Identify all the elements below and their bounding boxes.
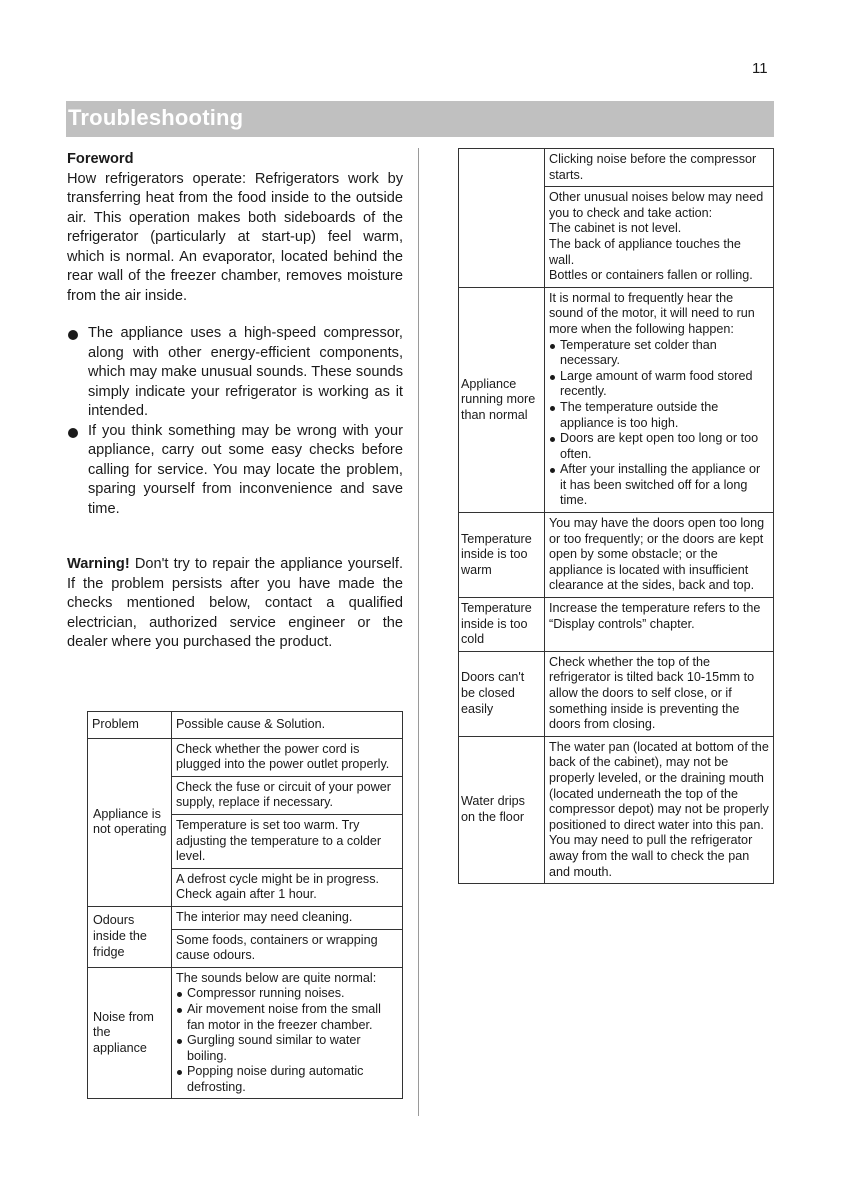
intro-column xyxy=(67,150,403,653)
solution-cell: The interior may need cleaning. xyxy=(172,906,403,929)
noise-intro: The sounds below are quite normal: xyxy=(176,970,377,985)
header-problem: Problem xyxy=(88,712,172,739)
bullet-dot-icon xyxy=(550,344,555,349)
problem-cell: Temperature inside is too cold xyxy=(459,598,545,652)
solution-cell: Check whether the power cord is plugged into the power outlet properly. xyxy=(172,738,403,776)
problem-cell: Water drips on the floor xyxy=(459,736,545,883)
table-row xyxy=(459,513,774,598)
bullet-dot-icon xyxy=(68,428,78,438)
list-item: Compressor running noises. xyxy=(176,986,398,1002)
bullet-dot-icon xyxy=(550,406,555,411)
solution-cell: The water pan (located at bottom of the back of the cabinet), may not be properly leveled, or the draining mouth (located underneath the top of the compressor depot) may not be properly positioned to direct water into this pan. You may need to pull the refrigerator away from the wall to check the pan and mouth. xyxy=(545,736,774,883)
foreword-bullet: The appliance uses a high-speed compressor, along with other energy-efficient components, which may make unusual sounds. These sounds simply indicate your refrigerator is working as it intended. xyxy=(67,324,403,422)
problem-cell-continued xyxy=(459,149,545,288)
list-item: Doors are kept open too long or too often. xyxy=(549,431,769,462)
list-item: After your installing the appliance or it has been switched off for a long time. xyxy=(549,462,769,509)
problem-cell: Temperature inside is too warm xyxy=(459,513,545,598)
list-item: Air movement noise from the small fan motor in the freezer chamber. xyxy=(176,1002,398,1033)
foreword-paragraph: How refrigerators operate: Refrigerators work by transferring heat from the food inside to the outside air. This operation makes both sideboards of the refrigerator (particularly at start-up) feel warm, which is normal. An evaporator, located behind the rear wall of the freezer chamber, removes moisture from the air inside. xyxy=(67,170,403,304)
troubleshooting-table-left xyxy=(87,711,403,1099)
noise-list xyxy=(176,986,398,1095)
table-row xyxy=(459,287,774,512)
solution-cell: Other unusual noises below may need you to check and take action: The cabinet is not level. The back of appliance touches the wall. Bottles or containers fallen or rolling. xyxy=(545,187,774,288)
warning-label: Warning! xyxy=(67,556,130,572)
column-divider xyxy=(418,148,419,1116)
warning-paragraph xyxy=(67,555,403,653)
bullet-dot-icon xyxy=(177,1008,182,1013)
solution-cell: Check whether the top of the refrigerator is tilted back 10-15mm to allow the doors to self close, or if something inside is preventing the doors from closing. xyxy=(545,651,774,736)
header-solution: Possible cause & Solution. xyxy=(172,712,403,739)
solution-cell: It is normal to frequently hear the sound of the motor, it will need to run more when the following happen: Temperature set colder than necessary. Large amount of warm food stored recently. The temperature outside the appliance is too high. Doors are kept open too long or too often. After your installing the appliance or it has been switched off for a long time. xyxy=(545,287,774,512)
solution-cell: Clicking noise before the compressor starts. xyxy=(545,149,774,187)
bullet-dot-icon xyxy=(550,375,555,380)
bullet-dot-icon xyxy=(177,1070,182,1075)
solution-cell xyxy=(172,967,403,1099)
list-item: Large amount of warm food stored recently. xyxy=(549,369,769,400)
solution-cell: Increase the temperature refers to the “Display controls” chapter. xyxy=(545,598,774,652)
problem-cell: Doors can't be closed easily xyxy=(459,651,545,736)
solution-cell: Check the fuse or circuit of your power supply, replace if necessary. xyxy=(172,776,403,814)
solution-cell: You may have the doors open too long or too frequently; or the doors are kept open by some obstacle; or the appliance is located with insufficient clearance at the sides, back and top. xyxy=(545,513,774,598)
bullet-dot-icon xyxy=(177,1039,182,1044)
table-row xyxy=(459,598,774,652)
bullet-dot-icon xyxy=(68,330,78,340)
list-item: Temperature set colder than necessary. xyxy=(549,338,769,369)
table-row xyxy=(459,736,774,883)
table-row xyxy=(459,149,774,187)
problem-cell: Appliance running more than normal xyxy=(459,287,545,512)
problem-cell: Noise from the appliance xyxy=(88,967,172,1099)
list-item: The temperature outside the appliance is too high. xyxy=(549,400,769,431)
solution-cell: Temperature is set too warm. Try adjusting the temperature to a colder level. xyxy=(172,814,403,868)
bullet-dot-icon xyxy=(177,992,182,997)
page-title: Troubleshooting xyxy=(68,105,244,130)
table-row xyxy=(459,651,774,736)
foreword-heading: Foreword xyxy=(67,151,134,167)
foreword-bullets xyxy=(67,324,403,519)
table-row xyxy=(88,906,403,929)
foreword-bullet: If you think something may be wrong with your appliance, carry out some easy checks before calling for service. You may locate the problem, sparing yourself from inconvenience and save time. xyxy=(67,422,403,520)
bullet-dot-icon xyxy=(550,437,555,442)
table-header-row xyxy=(88,712,403,739)
page-number: 11 xyxy=(752,60,768,77)
solution-cell: A defrost cycle might be in progress. Check again after 1 hour. xyxy=(172,868,403,906)
table-row xyxy=(88,738,403,776)
problem-cell: Appliance is not operating xyxy=(88,738,172,906)
running-list xyxy=(549,338,769,510)
warning-text: Don't try to repair the appliance yourself. If the problem persists after you have made the checks mentioned below, contact a qualified electrician, authorized service engineer or the dealer where you purchased the product. xyxy=(67,556,403,650)
list-item: Popping noise during automatic defrosting. xyxy=(176,1064,398,1095)
solution-cell: Some foods, containers or wrapping cause odours. xyxy=(172,929,403,967)
table-row xyxy=(88,967,403,1099)
troubleshooting-table-right xyxy=(458,148,774,884)
problem-cell: Odours inside the fridge xyxy=(88,906,172,967)
list-item: Gurgling sound similar to water boiling. xyxy=(176,1033,398,1064)
bullet-dot-icon xyxy=(550,468,555,473)
